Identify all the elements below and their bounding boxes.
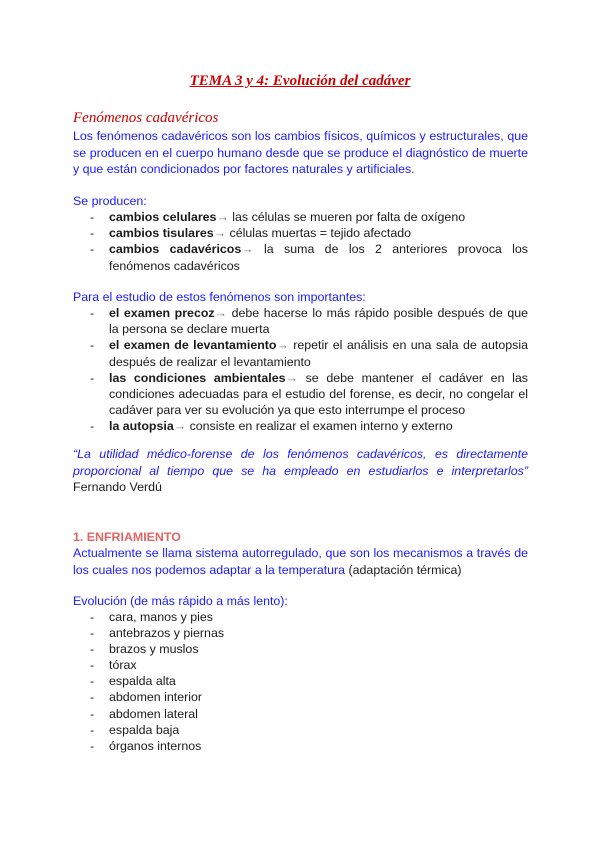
term: cambios tisulares (109, 226, 214, 241)
dash: - (90, 722, 95, 737)
list-item: - la autopsia→ consiste en realizar el examen interno y externo (90, 419, 453, 434)
arrow: → (216, 210, 229, 224)
item-text: cara, manos y pies (109, 610, 213, 624)
enfriamiento-description (73, 545, 528, 578)
description-blue: Actualmente se llama sistema autorregulado, que son los mecanismos a través de los cuales nos podemos adaptar a la temperatura (73, 546, 528, 577)
definition: células muertas = tejido afectado (226, 226, 412, 241)
section-heading-enfriamiento: 1. ENFRIAMIENTO (73, 530, 181, 544)
arrow: → (241, 242, 254, 257)
item-text: tórax (109, 658, 137, 673)
description-black: (adaptación térmica) (345, 562, 462, 577)
page-title: TEMA 3 y 4: Evolución del cadáver (189, 73, 411, 89)
list-item: - cambios cadavéricos→ la suma de los 2 anteriores provoca los fenómenos cadavéricos (90, 242, 529, 273)
dash: - (90, 674, 95, 689)
item-text: espalda baja (109, 722, 180, 737)
item-text: órganos internos (109, 738, 202, 753)
arrow: → (214, 306, 227, 320)
dash: - (90, 738, 95, 753)
quote-author: Fernando Verdú (73, 480, 162, 494)
se-producen-heading: Se producen: (73, 194, 147, 208)
item-text: abdomen interior (109, 690, 202, 705)
list-item (73, 706, 528, 722)
item-text: abdomen lateral (109, 706, 198, 721)
arrow: → (173, 419, 187, 434)
dash: - (90, 706, 95, 721)
item-text: antebrazos y piernas (109, 626, 225, 641)
list-item (73, 641, 528, 657)
evolucion-heading: Evolución (de más rápido a más lento): (73, 594, 288, 608)
quote-text: “La utilidad médico-forense de los fenómenos cadavéricos, es directamente proporcional al tiempo que se ha empleado en estudiarlos e interpretarlos” (73, 447, 528, 478)
list-item (73, 625, 528, 641)
definition: la suma de los 2 anteriores provoca los fenómenos cadavéricos (109, 242, 529, 273)
list-item: - el examen de levantamiento→ repetir el análisis en una sala de autopsia después de realizar el levantamiento (90, 338, 528, 369)
arrow: → (285, 370, 298, 385)
arrow: → (213, 226, 227, 241)
list-item (73, 657, 528, 673)
importantes-list (73, 305, 528, 435)
quote-block (73, 446, 528, 496)
definition: las células se mueren por falta de oxígeno (228, 210, 466, 224)
item-text: brazos y muslos (109, 642, 199, 657)
list-item (73, 609, 528, 625)
item-text: espalda alta (109, 674, 176, 689)
arrow: → (276, 338, 289, 353)
definition: debe hacerse lo más rápido posible después de que la persona se declare muerta (109, 306, 528, 337)
term: la autopsia (109, 419, 174, 434)
dash: - (90, 642, 95, 657)
list-item (73, 738, 528, 754)
dash: - (90, 626, 95, 641)
term: cambios celulares (109, 210, 217, 224)
dash: - (90, 658, 95, 673)
intro-paragraph: Los fenómenos cadavéricos son los cambios físicos, químicos y estructurales, que se producen en el cuerpo humano desde que se produce el diagnóstico de muerte y que están condicionados por factores naturales y artificiales. (73, 129, 528, 176)
list-item (73, 722, 528, 738)
evolucion-list (73, 609, 528, 754)
importantes-heading: Para el estudio de estos fenómenos son importantes: (73, 290, 366, 304)
list-item: - el examen precoz→ debe hacerse lo más rápido posible después de que la persona se declare muerta (90, 306, 528, 337)
term: las condiciones ambientales (109, 370, 286, 385)
term: el examen de levantamiento (109, 338, 277, 353)
list-item: - cambios celulares→ las células se mueren por falta de oxígeno (90, 210, 466, 224)
definition: repetir el análisis en una sala de autopsia después de realizar el levantamiento (109, 338, 528, 369)
se-producen-list (73, 209, 528, 274)
definition: se debe mantener el cadáver en las condiciones adecuadas para el estudio del forense, es decir, no congelar el cadáver para ver su evolución ya que esto interrumpe el proceso (109, 370, 528, 418)
term: el examen precoz (109, 306, 215, 320)
dash: - (90, 610, 95, 624)
dash: - (90, 690, 95, 705)
list-item (73, 689, 528, 705)
list-item (73, 673, 528, 689)
section-subtitle: Fenómenos cadavéricos (73, 110, 219, 126)
definition: consiste en realizar el examen interno y externo (186, 419, 453, 434)
list-item: - cambios tisulares→ células muertas = tejido afectado (90, 226, 412, 241)
term: cambios cadavéricos (109, 242, 242, 257)
list-item: - las condiciones ambientales→ se debe mantener el cadáver en las condiciones adecuadas para el estudio del forense, es decir, no congelar el cadáver para ver su evolución ya que esto interrumpe el proceso (90, 370, 528, 418)
